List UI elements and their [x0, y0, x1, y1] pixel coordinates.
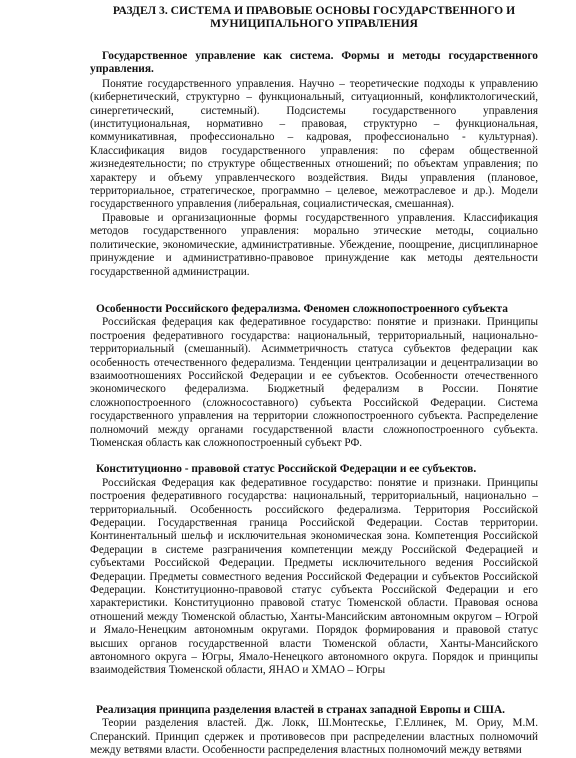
section-heading: Государственное управление как система. Формы и методы государственного управления. — [90, 50, 538, 76]
section-paragraph: Правовые и организационные формы государственного управления. Классификация методов государственного управления: морально этические методы, социально политические, экономические, административные. Убеждение, поощрение, дисциплинарное принуждение и административно-правовое принуждение как методы деятельности государственной администрации. — [90, 211, 538, 278]
section-heading: Реализация принципа разделения властей в странах западной Европы и США. — [96, 703, 506, 716]
section-paragraph: Теории разделения властей. Дж. Локк, Ш.Монтескье, Г.Еллинек, М. Ориу, М.М. Сперанский. Принцип сдержек и противовесов при распределении властных полномочий между ветвями власти. Особенности распределения властных полномочий между ветвями — [90, 717, 538, 757]
section-spacer — [90, 450, 538, 463]
section-paragraph: Понятие государственного управления. Научно – теоретические подходы к управлению (кибернетический, структурно – функциональный, ситуационный, конфликтологический, синергетический, системный). Подсистемы государственного управления (институциональная, нормативно – правовая, структурно – функциональная, коммуникативная, профессионально – кадровая, профессионально - культурная). Классификация видов государственного управления: по сферам общественной жизнедеятельности; по структуре общественных отношений; по объектам управления; по характеру и объему управленческого воздействия. Виды управления (плановое, территориальное, стратегическое, программно – целевое, межотраслевое и др.). Модели государственного управления (либеральная, социалистическая, смешанная). — [90, 77, 538, 211]
section-spacer — [90, 678, 538, 704]
section-heading: Особенности Российского федерализма. Феномен сложнопостроенного субъекта — [96, 302, 508, 315]
section-separation-of-powers — [90, 704, 538, 758]
section-paragraph: Российская Федерация как федеративное государство: понятие и признаки. Принципы построения федеративного государства: национальный, территориальный, национально – территориальный. Особенность российского федерализма. Территория Российской Федерации. Государственная граница Российской Федерации. Состав территории. Континентальный шельф и исключительная экономическая зона. Компетенция Российской Федерации в системе разграничения компетенции между Российской Федерацией и субъектами Российской Федерации. Предметы исключительного ведения Российской Федерации. Предметы совместного ведения Российской Федерации и субъектов Российской Федерации. Конституционно-правовой статус субъекта Российской Федерации и его характеристики. Конституционно правовой статус Тюменской области. Правовая основа отношений между Тюменской областью, Ханты-Мансийским автономным округом – Югрой и Ямало-Ненецким автономным округами. Порядок формирования и правовой статус высших органов государственной власти Тюменской области, Ханты-Мансийского автономного округа – Югры, Ямало-Ненецкого автономного округа. Порядок и принципы взаимодействия Тюменской области, ЯНАО и ХМАО – Югры — [90, 476, 538, 677]
section-russian-federalism — [90, 303, 538, 450]
section-paragraph: Российская федерация как федеративное государство: понятие и признаки. Принципы построения федеративного государства: национальный, территориальный, национально-территориальный (смешанный). Асимметричность статуса субъектов федерации как особенность отечественного федерализма. Тенденции централизации и децентрализации во взаимоотношениях Российской Федерации и ее субъектов. Особенности отечественного экономического федерализма. Бюджетный федерализм в России. Понятие сложнопостроенного (сложносоставного) субъекта Российской Федерации. Система государственного управления на территории сложнопостроенного субъекта. Распределение полномочий между органами государственной власти сложнопостроенного субъекта. Тюменская область как сложнопостроенный субъект РФ. — [90, 316, 538, 449]
section-heading: Конституционно - правовой статус Российской Федерации и ее субъектов. — [96, 463, 477, 476]
document-title: РАЗДЕЛ 3. СИСТЕМА И ПРАВОВЫЕ ОСНОВЫ ГОСУДАРСТВЕННОГО И МУНИЦИПАЛЬНОГО УПРАВЛЕНИЯ — [112, 4, 516, 30]
section-state-management — [90, 50, 538, 279]
section-constitutional-status — [90, 463, 538, 678]
section-spacer — [90, 279, 538, 303]
